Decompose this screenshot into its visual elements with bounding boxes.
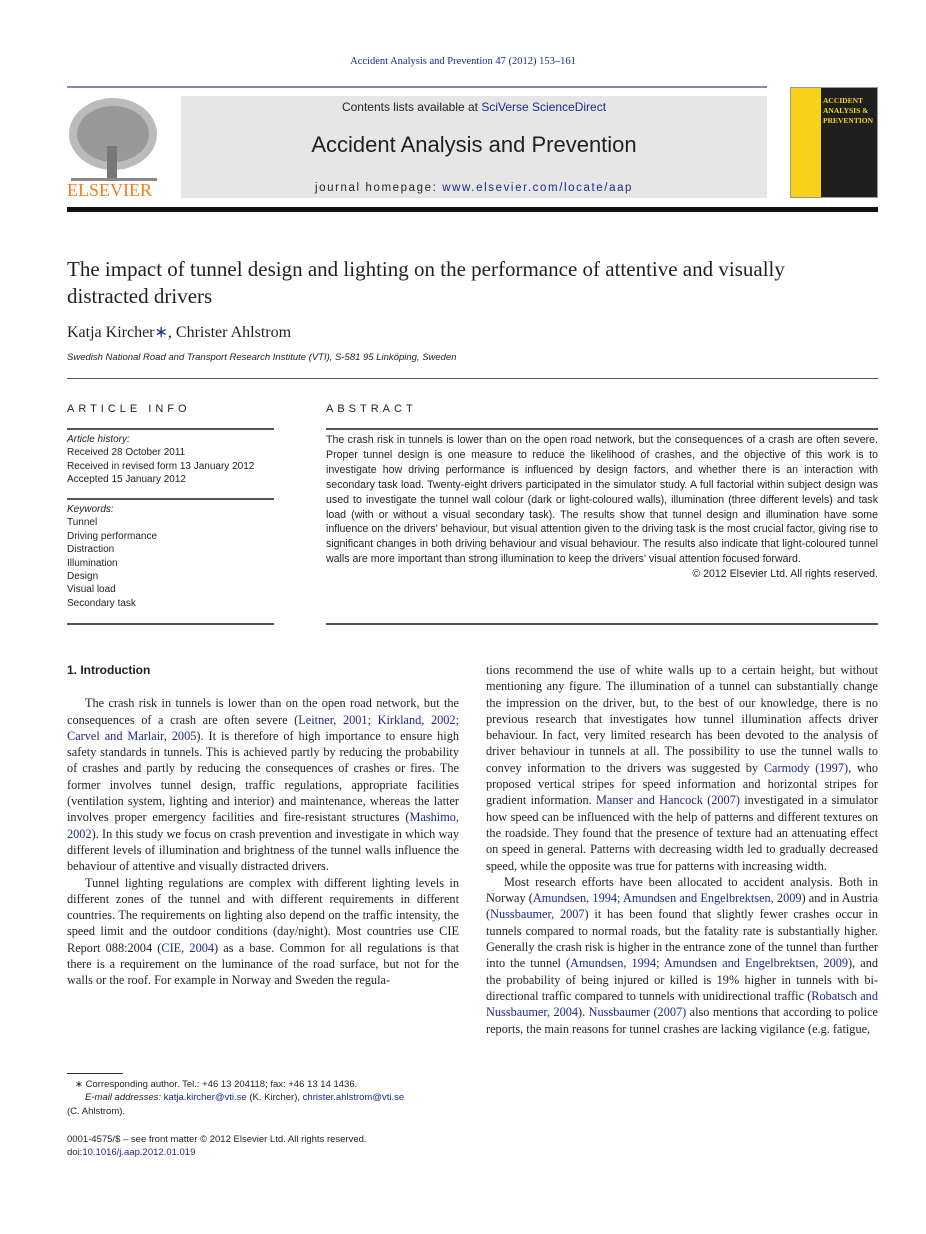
body-text: , who proposed vertical stripes for speed information and horizontal stripes for gradient information. xyxy=(486,760,879,808)
body-text: also mentions that according to police reports, the main reasons for tunnel crashes are lacking vigilance (e.g. fatigue, xyxy=(486,1005,878,1036)
citation-link[interactable]: Amundsen, 1994; Amundsen and Engelbrektsen, 2009 xyxy=(570,956,849,971)
author-ahlstrom: , Christer Ahlstrom xyxy=(167,324,292,341)
header-rule xyxy=(67,207,878,212)
doi-link[interactable]: 10.1016/j.aap.2012.01.019 xyxy=(82,1147,196,1159)
doi-label: doi: xyxy=(67,1147,83,1159)
citation-link[interactable]: Leitner, 2001; Kirkland, 2002; Carvel and Marlair, 2005 xyxy=(67,712,459,743)
corresponding-author-note: ∗ Corresponding author. Tel.: +46 13 204118; fax: +46 13 14 1436. xyxy=(75,1079,358,1090)
body-text: tions recommend the use of white walls up to a certain height, but without mentioning any figure. The illumination of a tunnel can substantially change the impression on the driver, but, to the best of our knowledge, there is no previous research that investigates how tunnel illumination affects driver behaviour. In fact, very limited research has been devoted to the analysis of driver behaviour in tunnels at all. The possibility to use the tunnel walls to convey information to the drivers was suggested by xyxy=(486,663,878,775)
keywords xyxy=(67,503,157,610)
issn-line: 0001-4575/$ – see front matter © 2012 Elsevier Ltd. All rights reserved. xyxy=(67,1134,367,1145)
keyword: Tunnel xyxy=(67,517,98,529)
body-paragraph xyxy=(67,875,459,989)
body-right-column xyxy=(486,662,878,1037)
journal-banner xyxy=(181,96,767,198)
citation-link[interactable]: Mashimo, 2002 xyxy=(67,810,459,841)
abstract-text: The crash risk in tunnels is lower than on the open road network, but the consequences of a crash are often severe. Proper tunnel design is one measure to reduce the likelihood of crashes, and the objective of this work is to investigate how driving performance is influenced by design factors, and whether there is an interaction with secondary task load. Twenty-eight drivers participated in the simulator study. A full factorial within subject design was used to investigate the tunnel wall colour (dark or light-coloured walls), illumination (three different levels) and task load (with or without a visual secondary task). The results show that tunnel design and illumination have some influence on the drivers' behaviour, but visual attention given to the driving task is the most crucial factor, giving rise to significant changes in both driving behaviour and visual behaviour. The results also indicate that light-coloured tunnel walls are more important than strong illumination to keep the drivers' visual attention focused forward. xyxy=(326,434,878,566)
email-link-ahlstrom[interactable]: christer.ahlstrom@vti.se xyxy=(302,1092,405,1104)
corresponding-author-mark[interactable]: ∗ xyxy=(154,324,168,341)
homepage-line xyxy=(181,182,767,194)
body-text: Most research efforts have been allocated to accident analysis. Both in Norway ( xyxy=(486,874,878,906)
keyword: Illumination xyxy=(67,557,118,569)
citation-link[interactable]: Nussbaumer (2007) xyxy=(588,1005,687,1020)
journal-citation[interactable]: Accident Analysis and Prevention 47 (2012) 153–161 xyxy=(350,56,576,67)
body-paragraph xyxy=(486,874,878,1037)
history-received: Received 28 October 2011 xyxy=(67,447,186,459)
homepage-link[interactable]: www.elsevier.com/locate/aap xyxy=(442,182,634,194)
divider xyxy=(67,428,274,430)
abstract-heading: ABSTRACT xyxy=(326,403,417,415)
affiliation: Swedish National Road and Transport Research Institute (VTI), S-581 95 Linköping, Sweden xyxy=(67,352,457,363)
contents-label: Contents lists available at xyxy=(341,100,482,114)
divider xyxy=(67,86,767,88)
citation-link[interactable]: CIE, 2004 xyxy=(161,940,215,955)
body-text: ) it has been found that slightly fewer crashes occur in tunnels compared to normal roads, but the fatality rate is substantially higher. Generally the crash risk is higher in the entrance zone of the tunnel than further into the tunnel ( xyxy=(486,907,878,971)
history-label: Article history: xyxy=(67,434,130,445)
citation-link[interactable]: Amundsen, 1994; Amundsen and Engelbrektsen, 2009 xyxy=(532,891,802,906)
email-label: E-mail addresses: xyxy=(85,1092,164,1104)
article-title: The impact of tunnel design and lighting on the performance of attentive and visually distracted drivers xyxy=(67,257,785,308)
keyword: Driving performance xyxy=(67,530,158,542)
body-text: The crash risk in tunnels is lower than on the open road network, but the consequences of a crash are often severe ( xyxy=(67,696,459,727)
footnote xyxy=(67,1078,404,1118)
contents-line xyxy=(181,100,767,114)
citation-link[interactable]: Manser and Hancock (2007) xyxy=(595,793,740,808)
body-text: ). In this study we focus on crash prevention and investigate in which way different levels of illumination and brightness of the tunnel walls influence the behaviour of attentive and visually distracted drivers. xyxy=(67,826,459,874)
divider xyxy=(326,428,878,430)
keyword: Secondary task xyxy=(67,597,136,609)
body-text: investigated in a simulator how speed can be influenced with the help of patterns and different textures on the roadside. They found that the presence of texture had an attenuating effect on speed in general. Patterns with decreasing width led to gradually decreased speed, while the opposite was true for patterns with increasing width. xyxy=(486,793,878,873)
body-text: ), and the probability of being injured or killed is 19% higher in tunnels with bi-directional traffic compared to tunnels with unidirectional traffic ( xyxy=(486,956,879,1003)
authors xyxy=(67,322,291,342)
front-matter xyxy=(67,1133,367,1160)
journal-cover xyxy=(790,87,878,198)
journal-title: Accident Analysis and Prevention xyxy=(311,132,637,157)
body-text: ). It is therefore of high importance to ensure high safety standards in tunnels. This is achieved partly by reducing the probability of crashes and partly by reducing the consequences of crashes or fires. The former involves tunnel design, traffic regulations, appropriate facilities (ventilation system, lighting and interior) and maintenance, whereas the latter involves proper emergency facilities and fire-resistant structures ( xyxy=(67,728,459,825)
history-revised: Received in revised form 13 January 2012 xyxy=(67,460,255,472)
body-paragraph xyxy=(67,695,459,874)
email-owner: (C. Ahlstrom). xyxy=(67,1105,126,1117)
citation-link[interactable]: Robatsch and Nussbaumer, 2004 xyxy=(486,988,878,1020)
publisher-name: ELSEVIER xyxy=(67,180,152,200)
elsevier-logo xyxy=(67,96,161,200)
body-text: ) and in Austria ( xyxy=(486,891,879,922)
body-left-column xyxy=(67,662,459,989)
author-kircher: Katja Kircher xyxy=(67,324,155,341)
homepage-label: journal homepage: xyxy=(314,182,443,194)
keywords-label: Keywords: xyxy=(67,504,114,515)
footnote-rule xyxy=(67,1073,123,1074)
divider xyxy=(326,623,878,625)
divider xyxy=(67,623,274,625)
body-text: ). xyxy=(578,1005,589,1020)
citation-link[interactable]: Nussbaumer, 2007 xyxy=(490,907,585,922)
keyword: Distraction xyxy=(67,544,115,556)
body-text: Tunnel lighting regulations are complex with different lighting levels in different zones of the tunnel and with different requirements in different countries. The requirements on lighting also depend on the traffic intensity, the speed limit and the outdoor conditions (day/night). Most countries use CIE Report 088:2004 ( xyxy=(67,875,459,955)
article-info-heading: ARTICLE INFO xyxy=(67,403,191,415)
email-owner: (K. Kircher), xyxy=(246,1092,303,1104)
abstract xyxy=(326,433,878,582)
cover-title: ACCIDENT ANALYSIS & PREVENTION xyxy=(823,96,874,125)
body-text: ) as a base. Common for all regulations is that there is a requirement on the luminance of the road surface, but not for the walls or the roof. For example in Norway and Sweden the regula- xyxy=(67,940,459,988)
divider xyxy=(67,378,878,379)
copyright: © 2012 Elsevier Ltd. All rights reserved. xyxy=(692,568,878,581)
history-accepted: Accepted 15 January 2012 xyxy=(67,474,186,486)
keyword: Design xyxy=(67,571,99,583)
section-heading: 1. Introduction xyxy=(67,663,151,677)
divider xyxy=(67,498,274,500)
email-link-kircher[interactable]: katja.kircher@vti.se xyxy=(163,1092,247,1104)
citation-link[interactable]: Carmody (1997) xyxy=(763,760,849,775)
article-history xyxy=(67,433,254,487)
keyword: Visual load xyxy=(67,584,116,596)
body-paragraph xyxy=(486,662,878,874)
sciencedirect-link[interactable]: SciVerse ScienceDirect xyxy=(481,100,607,114)
